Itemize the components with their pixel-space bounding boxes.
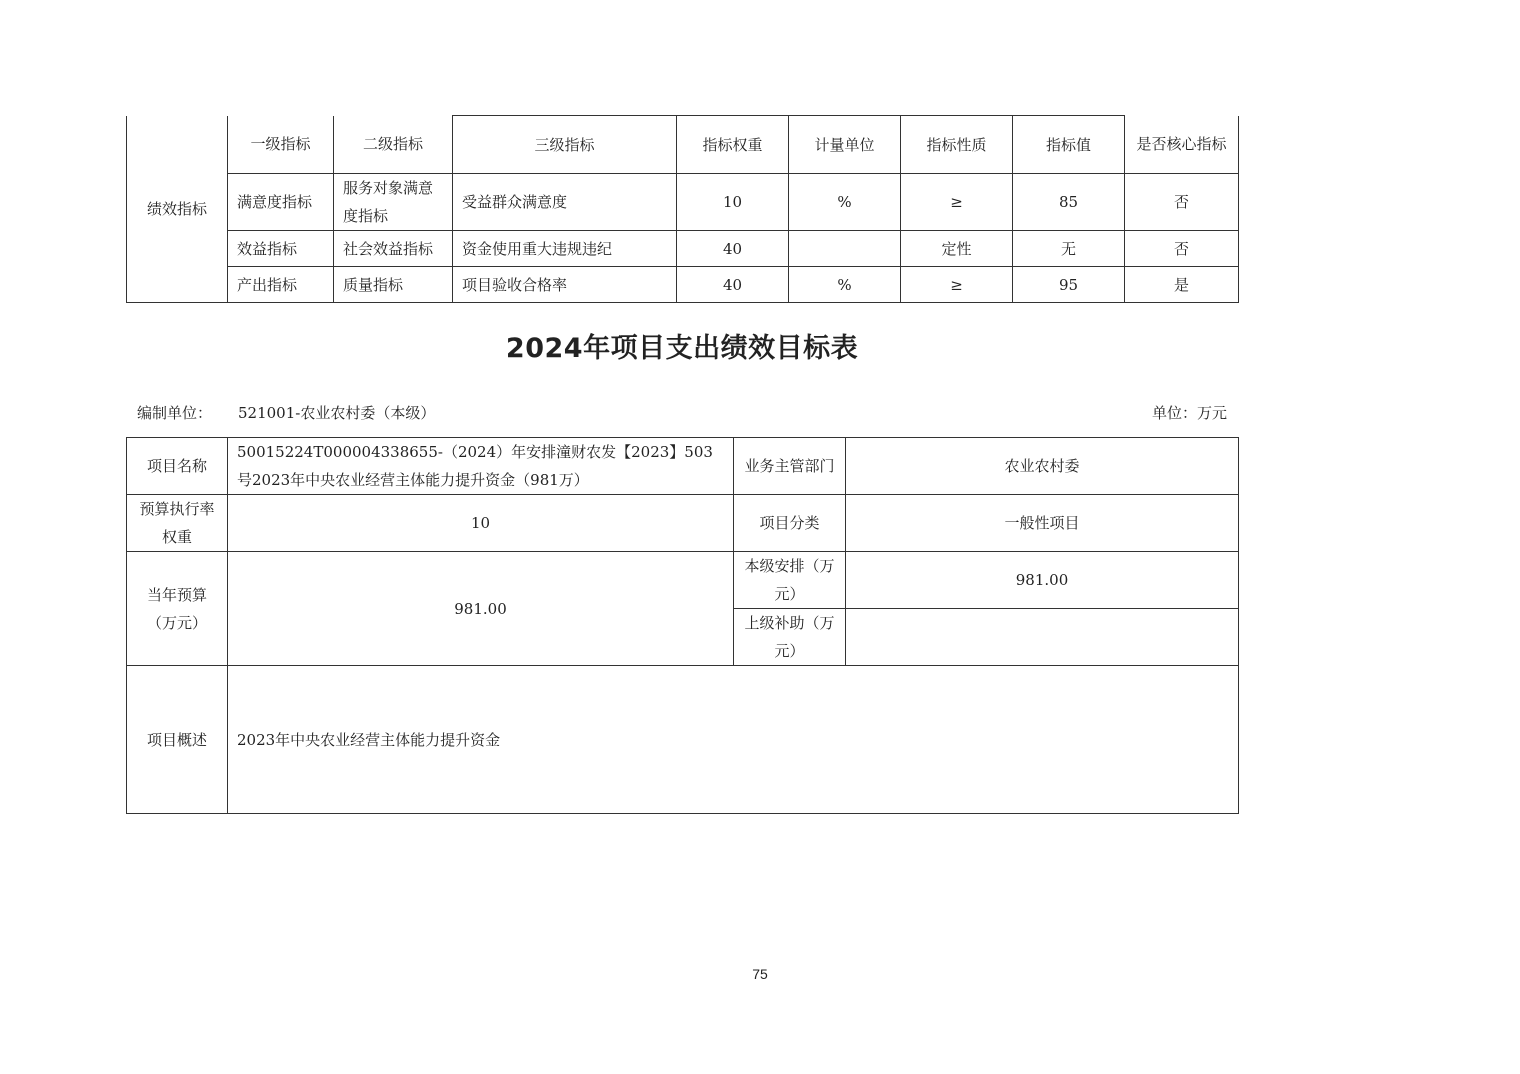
cell-value: 95 — [1013, 267, 1125, 303]
cell-core: 否 — [1125, 174, 1239, 231]
dept-value: 农业农村委 — [846, 438, 1239, 495]
table-row — [127, 267, 1239, 303]
section-label: 绩效指标 — [127, 116, 228, 303]
cell-core: 否 — [1125, 231, 1239, 267]
cell-level1: 效益指标 — [228, 231, 334, 267]
cell-level3: 项目验收合格率 — [453, 267, 677, 303]
org-label: 编制单位： — [137, 404, 213, 422]
dept-label: 业务主管部门 — [734, 438, 846, 495]
summary-label: 项目概述 — [127, 666, 228, 814]
cell-unit: % — [789, 267, 901, 303]
cell-weight: 40 — [677, 231, 789, 267]
weight-value: 10 — [228, 495, 734, 552]
cell-value: 无 — [1013, 231, 1125, 267]
table-row — [127, 174, 1239, 231]
header-weight: 指标权重 — [677, 116, 789, 174]
local-value: 981.00 — [846, 552, 1239, 609]
cell-nature: ≥ — [901, 174, 1013, 231]
header-level3: 三级指标 — [453, 116, 677, 174]
project-info-table — [126, 437, 1239, 814]
header-value: 指标值 — [1013, 116, 1125, 174]
header-nature: 指标性质 — [901, 116, 1013, 174]
upper-label: 上级补助（万元） — [734, 609, 846, 666]
cell-level2: 社会效益指标 — [334, 231, 453, 267]
table-row — [127, 231, 1239, 267]
header-level2: 二级指标 — [334, 116, 453, 174]
cell-level2: 服务对象满意度指标 — [334, 174, 453, 231]
cell-level1: 产出指标 — [228, 267, 334, 303]
cell-core: 是 — [1125, 267, 1239, 303]
cell-value: 85 — [1013, 174, 1125, 231]
project-name-label: 项目名称 — [127, 438, 228, 495]
local-label: 本级安排（万元） — [734, 552, 846, 609]
header-core: 是否核心指标 — [1125, 116, 1239, 174]
category-label: 项目分类 — [734, 495, 846, 552]
cell-level3: 受益群众满意度 — [453, 174, 677, 231]
header-unit: 计量单位 — [789, 116, 901, 174]
page-title: 2024年项目支出绩效目标表 — [505, 333, 859, 364]
project-name-value: 50015224T000004338655-（2024）年安排潼财农发【2023】503号2023年中央农业经营主体能力提升资金（981万） — [228, 438, 734, 495]
header-level1: 一级指标 — [228, 116, 334, 174]
cell-weight: 40 — [677, 267, 789, 303]
cell-level3: 资金使用重大违规违纪 — [453, 231, 677, 267]
page-number: 75 — [752, 966, 768, 982]
cell-weight: 10 — [677, 174, 789, 231]
cell-unit — [789, 231, 901, 267]
cell-nature: 定性 — [901, 231, 1013, 267]
cell-level1: 满意度指标 — [228, 174, 334, 231]
cell-nature: ≥ — [901, 267, 1013, 303]
budget-value: 981.00 — [228, 552, 734, 666]
performance-indicator-table — [126, 115, 1239, 303]
upper-value — [846, 609, 1239, 666]
unit-label: 单位：万元 — [1151, 404, 1227, 422]
summary-value: 2023年中央农业经营主体能力提升资金 — [228, 666, 1239, 814]
budget-label: 当年预算（万元） — [127, 552, 228, 666]
weight-label: 预算执行率权重 — [127, 495, 228, 552]
category-value: 一般性项目 — [846, 495, 1239, 552]
cell-level2: 质量指标 — [334, 267, 453, 303]
cell-unit: % — [789, 174, 901, 231]
org-value: 521001-农业农村委（本级） — [238, 404, 436, 422]
